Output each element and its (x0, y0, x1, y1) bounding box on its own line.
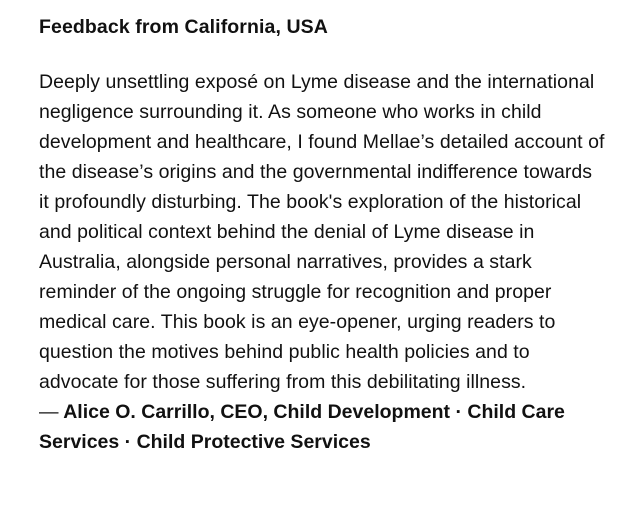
review-body: Deeply unsettling exposé on Lyme disease and the international negligence surrounding it. As someone who works in child development and healthcare, I found Mellae’s detailed account of the disease’s origins and the governmental indifference towards it profoundly disturbing. The book's exploration of the historical and political context behind the denial of Lyme disease in Australia, alongside personal narratives, provides a stark reminder of the ongoing struggle for recognition and proper medical care. This book is an eye-opener, urging readers to question the motives behind public health policies and to advocate for those suffering from this debilitating illness. (39, 71, 605, 393)
feedback-heading: Feedback from California, USA (39, 16, 328, 38)
attribution-author: Alice O. Carrillo, CEO, Child Development · Child Care Services · Child Protective Services (39, 401, 565, 453)
attribution-dash: — (39, 401, 59, 423)
review-attribution (39, 397, 606, 457)
